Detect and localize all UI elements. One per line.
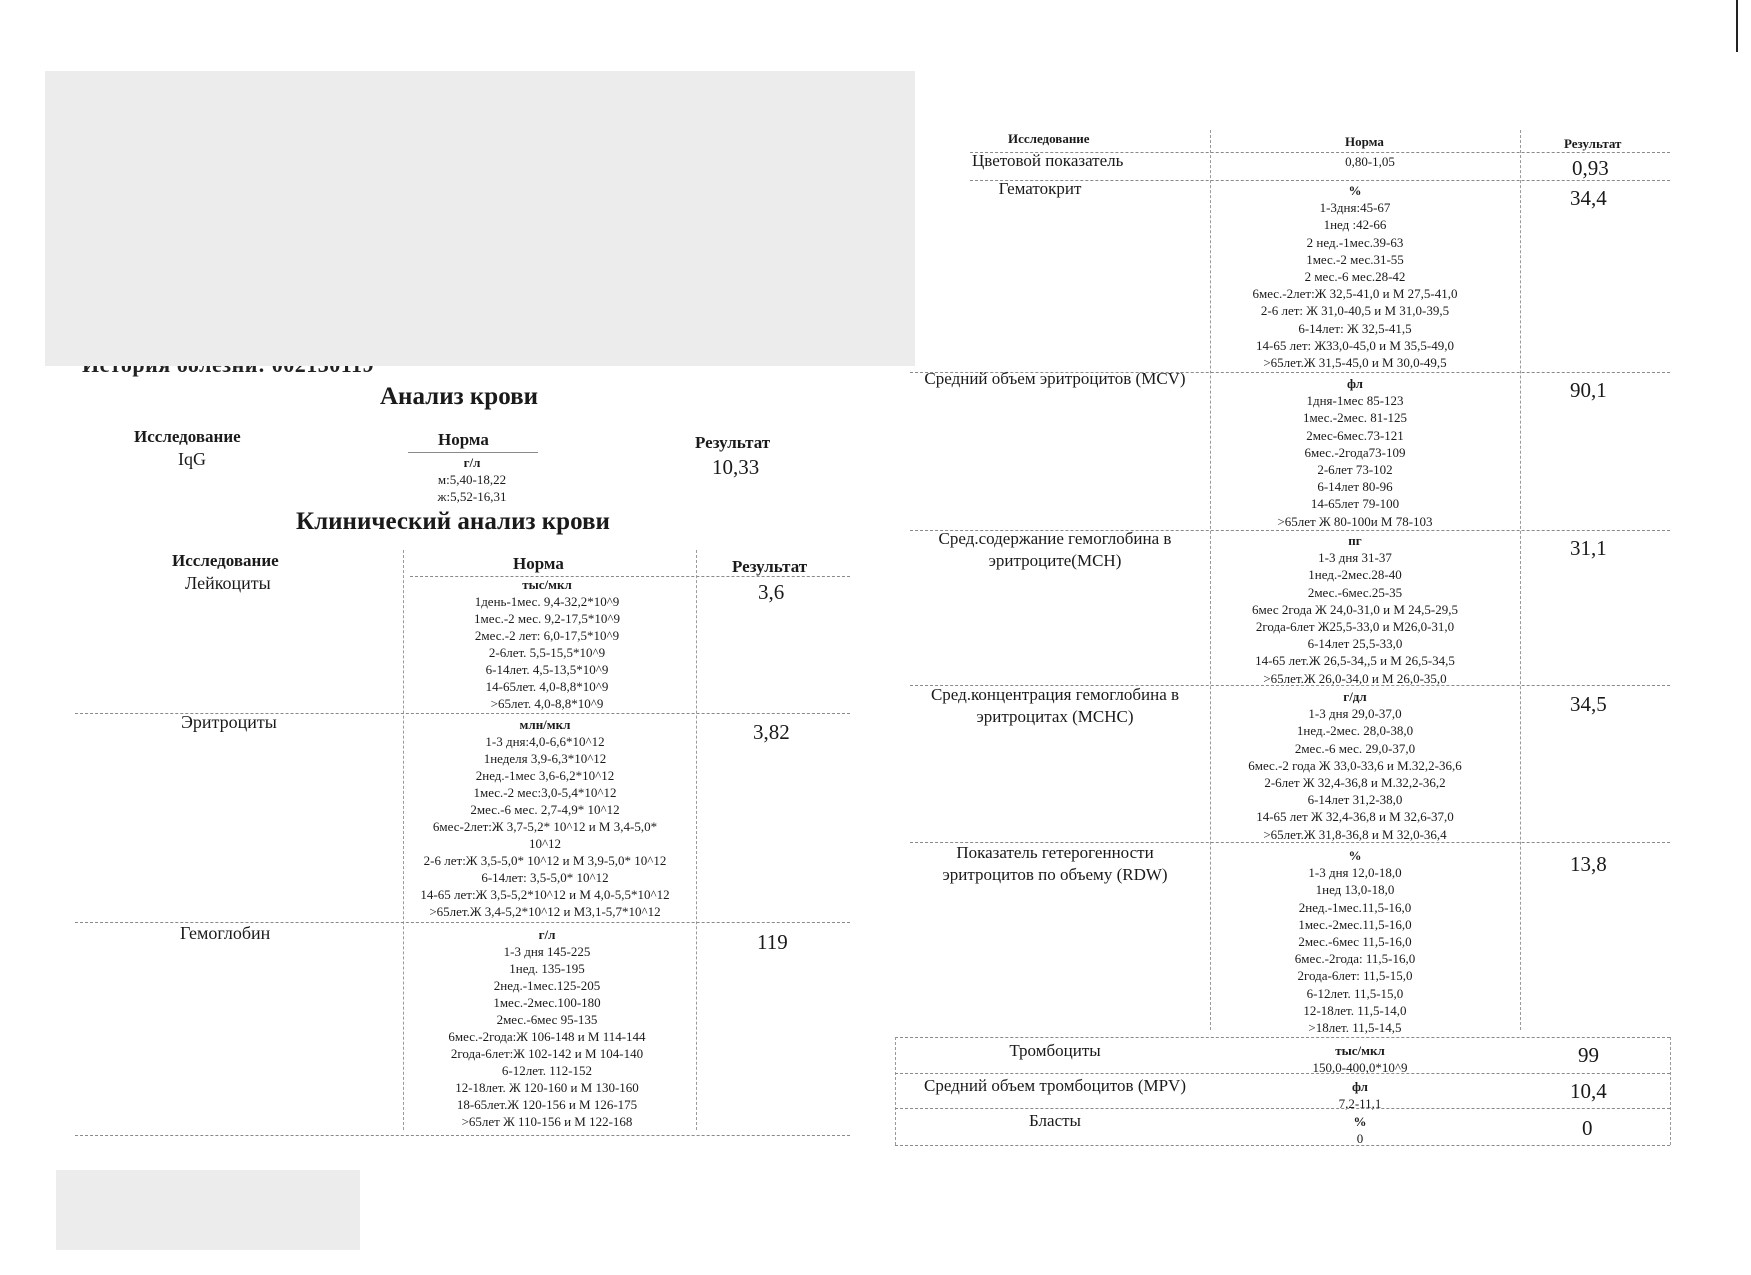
leukocytes-norm-line: 1мес.-2 мес. 9,2-17,5*10^9 [474,611,620,626]
mch-unit: пг [1348,533,1362,548]
hematocrit-norm [1200,182,1510,371]
mcv-norm [1200,375,1510,530]
clinical-title: Клинический анализ крови [296,508,610,535]
hematocrit-norm-line: 14-65 лет: Ж33,0-45,0 и М 35,5-49,0 [1256,337,1454,353]
platelets-norm [1210,1042,1510,1076]
hemoglobin-norm-line: 12-18лет. Ж 120-160 и М 130-160 [455,1080,639,1095]
clinical-header-test: Исследование [172,551,279,570]
leukocytes-name: Лейкоциты [185,573,271,593]
leukocytes-unit: тыс/мкл [522,577,572,592]
rdw-unit: % [1348,848,1362,863]
redacted-footer-block [56,1170,360,1250]
hematocrit-norm-line: 1нед :42-66 [1323,217,1387,233]
mch-norm [1200,532,1510,687]
rdw-norm-line: 1нед 13,0-18,0 [1315,882,1395,898]
erythrocytes-norm-line: 1мес.-2 мес:3,0-5,4*10^12 [473,785,617,800]
blasts-norm [1210,1113,1510,1147]
leukocytes-norm-line: 1день-1мес. 9,4-32,2*10^9 [474,594,620,609]
mcv-norm-line: 14-65лет 79-100 [1310,496,1400,512]
erythrocytes-unit: млн/мкл [519,717,571,732]
row-divider [895,1073,1670,1074]
erythrocytes-norm-line: 6-14лет: 3,5-5,0* 10^12 [481,870,609,885]
hematocrit-norm-line: 1мес.-2 мес.31-55 [1306,251,1404,267]
mchc-name-line: Сред.концентрация гемоглобина в [930,685,1180,704]
mch-norm-line: 6-14лет 25,5-33,0 [1307,636,1403,652]
hemoglobin-norm-line: 1нед. 135-195 [509,961,585,976]
leukocytes-norm-line: >65лет. 4,0-8,8*10^9 [490,696,604,711]
mch-norm-line: 6мес 2года Ж 24,0-31,0 и М 24,5-29,5 [1252,601,1458,617]
mchc-name-line: эритроцитах (MCHC) [976,707,1134,726]
rdw-name-line: эритроцитов по объему (RDW) [942,865,1168,884]
blasts-name: Бласты [1029,1111,1081,1130]
hematocrit-norm-line: >65лет.Ж 31,5-45,0 и М 30,0-49,5 [1263,355,1447,371]
hematocrit-result: 34,4 [1570,186,1607,210]
igg-norm-line: м:5,40-18,22 [437,472,507,487]
clinical-header-norm: Норма [513,554,564,573]
rdw-norm-line: 6мес.-2года: 11,5-16,0 [1294,951,1416,967]
hemoglobin-norm-line: >65лет Ж 110-156 и М 122-168 [461,1114,633,1129]
erythrocytes-norm-line: 6мес-2лет:Ж 3,7-5,2* 10^12 и М 3,4-5,0* [432,819,658,834]
mchc-norm-line: 6мес.-2 года Ж 33,0-33,6 и М.32,2-36,6 [1248,757,1462,773]
clinical-header-result: Результат [732,557,808,576]
igg-norm [392,454,552,505]
left-page [0,0,870,1275]
hemoglobin-norm [402,926,692,1130]
rdw-norm-line: 1мес.-2мес.11,5-16,0 [1298,916,1412,932]
mcv-norm-line: 6-14лет 80-96 [1317,479,1393,495]
mcv-norm-line: 6мес.-2года73-109 [1304,444,1406,460]
erythrocytes-norm-line: 14-65 лет:Ж 3,5-5,2*10^12 и М 4,0-5,5*10^12 [420,887,670,902]
erythrocytes-norm-line: >65лет.Ж 3,4-5,2*10^12 и М3,1-5,7*10^12 [429,904,661,919]
platelets-result: 99 [1578,1043,1599,1067]
hemoglobin-norm-line: 2года-6лет:Ж 102-142 и М 104-140 [450,1046,644,1061]
right-header-norm: Норма [1345,134,1384,149]
blasts-result: 0 [1582,1116,1593,1140]
rdw-norm-line: 1-3 дня 12,0-18,0 [1308,865,1402,881]
mcv-unit: фл [1347,376,1363,391]
mcv-norm-line: 1дня-1мес 85-123 [1306,393,1404,409]
leukocytes-norm-line: 2-6лет. 5,5-15,5*10^9 [488,645,606,660]
erythrocytes-norm-line: 1неделя 3,9-6,3*10^12 [483,751,607,766]
row-divider [895,1037,1670,1038]
hemoglobin-norm-line: 6-12лет. 112-152 [501,1063,593,1078]
right-header-result: Результат [1564,136,1622,151]
analysis-header-result: Результат [695,433,771,452]
hemoglobin-norm-line: 18-65лет.Ж 120-156 и М 126-175 [456,1097,638,1112]
igg-norm-line: ж:5,52-16,31 [437,489,507,504]
rdw-norm-line: 2нед.-1мес.11,5-16,0 [1298,899,1412,915]
table-bottom-line [895,1145,1670,1146]
hematocrit-norm-line: 6мес.-2лет:Ж 32,5-41,0 и М 27,5-41,0 [1252,286,1458,302]
erythrocytes-norm-line: 10^12 [528,836,562,851]
box-left-edge [895,1037,896,1145]
row-divider [895,1108,1670,1109]
analysis-header-norm: Норма [438,430,489,449]
leukocytes-result: 3,6 [758,580,785,604]
analysis-header-test: Исследование [134,427,241,446]
rdw-norm-line: 12-18лет. 11,5-14,0 [1303,1002,1407,1018]
hematocrit-norm-line: 2-6 лет: Ж 31,0-40,5 и М 31,0-39,5 [1260,303,1450,319]
analysis-header-norm-underline [408,452,538,453]
rdw-norm-line: 6-12лет. 11,5-15,0 [1306,985,1404,1001]
scan-edge-mark [1736,0,1738,52]
rdw-norm [1200,847,1510,1036]
leukocytes-norm-line: 6-14лет. 4,5-13,5*10^9 [485,662,609,677]
mch-norm-line: 1нед.-2мес.28-40 [1308,567,1402,583]
hemoglobin-norm-line: 2мес.-6мес 95-135 [496,1012,598,1027]
erythrocytes-result: 3,82 [753,720,790,744]
mchc-norm-line: 1-3 дня 29,0-37,0 [1308,706,1402,722]
redacted-header-block [45,71,915,366]
analysis-title: Анализ крови [380,383,538,410]
hematocrit-norm-line: 2 мес.-6 мес.28-42 [1304,269,1406,285]
hemoglobin-norm-line: 2нед.-1мес.125-205 [493,978,601,993]
color-index-result: 0,93 [1572,156,1609,180]
leukocytes-norm [402,576,692,712]
hematocrit-norm-line: 1-3дня:45-67 [1319,200,1391,216]
right-col-divider-2 [1520,130,1521,1030]
leukocytes-norm-line: 14-65лет. 4,0-8,8*10^9 [485,679,609,694]
hematocrit-norm-line: 2 нед.-1мес.39-63 [1306,234,1404,250]
mpv-unit: фл [1352,1079,1368,1094]
hemoglobin-unit: г/л [538,927,556,942]
igg-result: 10,33 [712,455,760,479]
hematocrit-name-line: Гематокрит [998,179,1082,198]
rdw-norm-line: >18лет. 11,5-14,5 [1308,1020,1402,1036]
mpv-norm-line: 7,2-11,1 [1338,1096,1382,1112]
mcv-name [900,368,1210,390]
platelets-name: Тромбоциты [1009,1041,1101,1060]
mpv-name: Средний объем тромбоцитов (MPV) [924,1076,1186,1095]
mchc-result: 34,5 [1570,692,1607,716]
mchc-norm-line: 1нед.-2мес. 28,0-38,0 [1296,723,1414,739]
rdw-name-line: Показатель гетерогенности [956,843,1154,862]
right-header-test: Исследование [1008,131,1090,146]
erythrocytes-norm-line: 2-6 лет:Ж 3,5-5,0* 10^12 и М 3,9-5,0* 10^12 [423,853,667,868]
leukocytes-norm-line: 2мес.-2 лет: 6,0-17,5*10^9 [474,628,620,643]
mch-norm-line: 2мес.-6мес.25-35 [1307,584,1403,600]
erythrocytes-norm-line: 1-3 дня:4,0-6,6*10^12 [485,734,605,749]
erythrocytes-name: Эритроциты [181,712,277,732]
mcv-norm-line: >65лет Ж 80-100и М 78-103 [1277,513,1433,529]
mchc-unit: г/дл [1343,689,1367,704]
mchc-norm-line: 2мес.-6 мес. 29,0-37,0 [1294,740,1416,756]
mch-norm-line: 2года-6лет Ж25,5-33,0 и М26,0-31,0 [1255,619,1455,635]
blasts-norm-line: 0 [1356,1131,1364,1147]
color-index-name: Цветовой показатель [972,151,1124,170]
mcv-result: 90,1 [1570,378,1607,402]
hemoglobin-norm-line: 6мес.-2года:Ж 106-148 и М 114-144 [448,1029,646,1044]
platelets-norm-line: 150,0-400,0*10^9 [1312,1060,1408,1076]
mch-name-line: эритроците(MCH) [988,551,1122,570]
mch-norm-line: 14-65 лет.Ж 26,5-34,,5 и М 26,5-34,5 [1255,653,1455,669]
hemoglobin-norm-line: 1мес.-2мес.100-180 [493,995,601,1010]
hemoglobin-name: Гемоглобин [180,923,271,943]
erythrocytes-norm-line: 2нед.-1мес 3,6-6,2*10^12 [475,768,615,783]
hematocrit-unit: % [1348,183,1362,198]
hematocrit-norm-line: 6-14лет: Ж 32,5-41,5 [1298,320,1412,336]
mch-result: 31,1 [1570,536,1607,560]
box-right-edge [1670,1037,1671,1145]
mchc-norm-line: 2-6лет Ж 32,4-36,8 и М.32,2-36,2 [1264,775,1446,791]
mchc-norm [1200,688,1510,843]
igg-unit: г/л [463,455,481,470]
mcv-name-line: Средний объем эритроцитов (MCV) [924,369,1186,388]
mchc-name [910,684,1200,728]
mch-name [910,528,1200,572]
platelets-unit: тыс/мкл [1335,1043,1385,1058]
rdw-name [910,842,1200,886]
color-index-norm: 0,80-1,05 [1345,154,1395,169]
hemoglobin-result: 119 [757,930,788,954]
mch-norm-line: 1-3 дня 31-37 [1318,550,1392,566]
table-bottom-line [75,1135,850,1136]
clinical-col-divider-2 [696,550,697,1130]
erythrocytes-norm [395,716,695,920]
right-page [870,0,1751,1275]
mcv-norm-line: 2-6лет 73-102 [1317,462,1393,478]
mcv-norm-line: 1мес.-2мес. 81-125 [1302,410,1408,426]
mchc-norm-line: >65лет.Ж 31,8-36,8 и М 32,0-36,4 [1263,826,1447,842]
mcv-norm-line: 2мес-6мес.73-121 [1306,427,1404,443]
hematocrit-name [970,178,1110,200]
rdw-norm-line: 2года-6лет: 11,5-15,0 [1297,968,1413,984]
erythrocytes-norm-line: 2мес.-6 мес. 2,7-4,9* 10^12 [470,802,620,817]
mchc-norm-line: 14-65 лет Ж 32,4-36,8 и М 32,6-37,0 [1256,809,1454,825]
hemoglobin-norm-line: 1-3 дня 145-225 [503,944,591,959]
mch-norm-line: >65лет.Ж 26,0-34,0 и М 26,0-35,0 [1263,670,1447,686]
mpv-result: 10,4 [1570,1079,1607,1103]
rdw-norm-line: 2мес.-6мес 11,5-16,0 [1298,934,1412,950]
rdw-result: 13,8 [1570,852,1607,876]
mchc-norm-line: 6-14лет 31,2-38,0 [1307,792,1403,808]
blasts-unit: % [1353,1114,1367,1129]
igg-name: IqG [178,449,206,469]
mch-name-line: Сред.содержание гемоглобина в [938,529,1172,548]
